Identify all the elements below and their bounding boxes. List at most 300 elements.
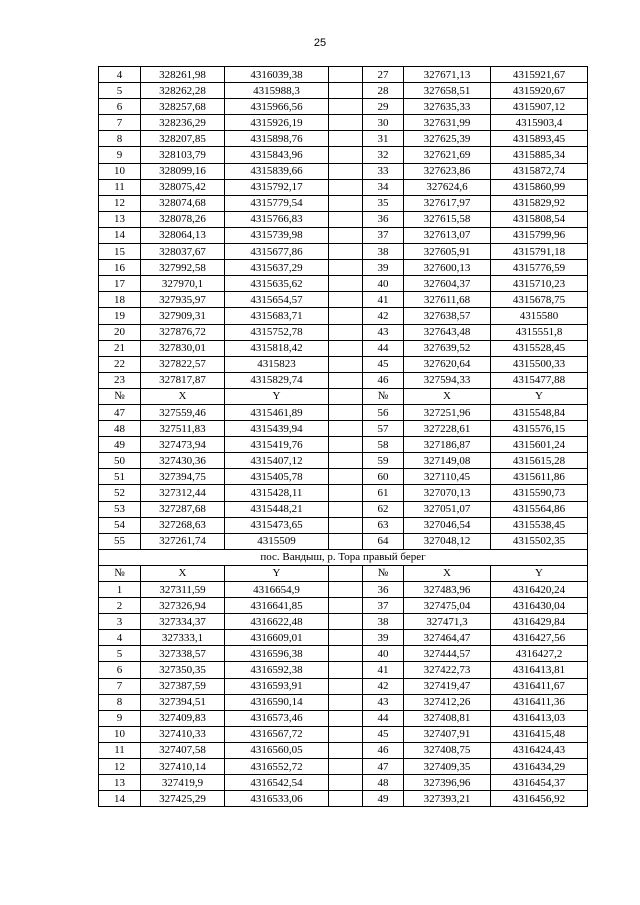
y-coordinate-cell: 4315407,12 [225,453,329,469]
y-coordinate-cell: 4315461,89 [225,404,329,420]
table-row [99,630,588,646]
y-coordinate-cell: 4315829,74 [225,372,329,388]
table-row [99,308,588,324]
point-number-cell: 43 [363,694,404,710]
x-coordinate-cell: 327333,1 [141,630,225,646]
x-coordinate-cell: 327407,91 [404,726,491,742]
y-coordinate-cell: 4315752,78 [225,324,329,340]
point-number-cell: 54 [99,517,141,533]
point-number-cell: 27 [363,67,404,83]
table-row [99,421,588,437]
point-number-cell: 5 [99,83,141,99]
y-coordinate-cell: 4315477,88 [491,372,588,388]
y-coordinate-cell: 4315500,33 [491,356,588,372]
point-number-cell: 55 [99,533,141,549]
y-coordinate-cell: 4315818,42 [225,340,329,356]
column-gap [329,469,363,485]
point-number-cell: 6 [99,99,141,115]
y-coordinate-cell: 4315428,11 [225,485,329,501]
x-coordinate-cell: 328257,68 [141,99,225,115]
point-number-cell: 3 [99,614,141,630]
table-row [99,276,588,292]
y-coordinate-cell: 4315509 [225,533,329,549]
point-number-cell: 8 [99,694,141,710]
x-coordinate-cell: 327464,47 [404,630,491,646]
point-number-cell: 11 [99,179,141,195]
x-coordinate-cell: 328261,98 [141,67,225,83]
point-number-cell: 61 [363,485,404,501]
y-coordinate-cell: 4315739,98 [225,227,329,243]
x-coordinate-cell: 327251,96 [404,404,491,420]
column-gap [329,694,363,710]
y-coordinate-cell: Y [491,565,588,581]
point-number-cell: 41 [363,292,404,308]
x-coordinate-cell: 327970,1 [141,276,225,292]
x-coordinate-cell: 327110,45 [404,469,491,485]
table-row [99,244,588,260]
point-number-cell: 46 [363,742,404,758]
point-number-cell: 4 [99,67,141,83]
table-row [99,83,588,99]
x-coordinate-cell: 327621,69 [404,147,491,163]
x-coordinate-cell: 328037,67 [141,244,225,260]
y-coordinate-cell: 4315635,62 [225,276,329,292]
point-number-cell: 14 [99,791,141,807]
point-number-cell: 37 [363,598,404,614]
x-coordinate-cell: 328236,29 [141,115,225,131]
point-number-cell: 49 [363,791,404,807]
column-gap [329,404,363,420]
table-row [99,791,588,807]
table-row [99,469,588,485]
x-coordinate-cell: 327625,39 [404,131,491,147]
point-number-cell: 58 [363,437,404,453]
column-gap [329,179,363,195]
y-coordinate-cell: 4315885,34 [491,147,588,163]
x-coordinate-cell: 327326,94 [141,598,225,614]
y-coordinate-cell: Y [225,565,329,581]
column-gap [329,388,363,404]
x-coordinate-cell: 327419,9 [141,775,225,791]
table-row [99,501,588,517]
column-gap [329,276,363,292]
y-coordinate-cell: 4316573,46 [225,710,329,726]
y-coordinate-cell: 4315823 [225,356,329,372]
table-row [99,131,588,147]
y-coordinate-cell: 4315405,78 [225,469,329,485]
column-gap [329,453,363,469]
y-coordinate-cell: 4316413,03 [491,710,588,726]
column-gap [329,501,363,517]
x-coordinate-cell: 327261,74 [141,533,225,549]
point-number-cell: 59 [363,453,404,469]
point-number-cell: 17 [99,276,141,292]
y-coordinate-cell: 4316413,81 [491,662,588,678]
y-coordinate-cell: 4315419,76 [225,437,329,453]
x-coordinate-cell: 328103,79 [141,147,225,163]
y-coordinate-cell: 4315799,96 [491,227,588,243]
x-coordinate-cell: 327992,58 [141,260,225,276]
point-number-cell: 21 [99,340,141,356]
x-coordinate-cell: 327822,57 [141,356,225,372]
table-row [99,694,588,710]
column-gap [329,646,363,662]
point-number-cell: 12 [99,195,141,211]
column-gap [329,372,363,388]
point-number-cell: 29 [363,99,404,115]
x-coordinate-cell: 327409,35 [404,759,491,775]
y-coordinate-cell: Y [491,388,588,404]
point-number-cell: 40 [363,276,404,292]
y-coordinate-cell: 4316596,38 [225,646,329,662]
table-row [99,614,588,630]
point-number-cell: 36 [363,582,404,598]
y-coordinate-cell: 4316430,04 [491,598,588,614]
point-number-cell: 32 [363,147,404,163]
y-coordinate-cell: 4316560,05 [225,742,329,758]
y-coordinate-cell: 4315528,45 [491,340,588,356]
column-gap [329,99,363,115]
x-coordinate-cell: 327408,81 [404,710,491,726]
table-row [99,163,588,179]
column-gap [329,356,363,372]
y-coordinate-cell: 4316424,43 [491,742,588,758]
x-coordinate-cell: 327334,37 [141,614,225,630]
y-coordinate-cell: 4315921,67 [491,67,588,83]
point-number-cell: 5 [99,646,141,662]
point-number-cell: 7 [99,115,141,131]
x-coordinate-cell: 328074,68 [141,195,225,211]
y-coordinate-cell: 4315611,86 [491,469,588,485]
point-number-cell: 62 [363,501,404,517]
point-number-cell: 18 [99,292,141,308]
x-coordinate-cell: 327604,37 [404,276,491,292]
x-coordinate-cell: 327046,54 [404,517,491,533]
point-number-cell: 23 [99,372,141,388]
coordinates-table [98,66,588,807]
x-coordinate-cell: 327658,51 [404,83,491,99]
y-coordinate-cell: 4315678,75 [491,292,588,308]
y-coordinate-cell: 4315473,65 [225,517,329,533]
y-coordinate-cell: 4315637,29 [225,260,329,276]
column-gap [329,308,363,324]
column-gap [329,791,363,807]
x-coordinate-cell: 327909,31 [141,308,225,324]
x-coordinate-cell: 327935,97 [141,292,225,308]
point-number-cell: 41 [363,662,404,678]
table-row [99,179,588,195]
table-row [99,533,588,549]
y-coordinate-cell: 4316552,72 [225,759,329,775]
x-coordinate-cell: 327613,07 [404,227,491,243]
y-coordinate-cell: 4315926,19 [225,115,329,131]
y-coordinate-cell: 4315872,74 [491,163,588,179]
table-row [99,646,588,662]
x-coordinate-cell: 327511,83 [141,421,225,437]
y-coordinate-cell: 4315551,8 [491,324,588,340]
point-number-cell: 50 [99,453,141,469]
column-gap [329,83,363,99]
x-coordinate-cell: 327444,57 [404,646,491,662]
point-number-cell: 13 [99,211,141,227]
y-coordinate-cell: 4315829,92 [491,195,588,211]
table-row [99,678,588,694]
table-row [99,324,588,340]
column-gap [329,115,363,131]
y-coordinate-cell: 4316420,24 [491,582,588,598]
column-gap [329,292,363,308]
y-coordinate-cell: 4315920,67 [491,83,588,99]
y-coordinate-cell: 4316593,91 [225,678,329,694]
x-coordinate-cell: 327475,04 [404,598,491,614]
y-coordinate-cell: 4315893,45 [491,131,588,147]
y-coordinate-cell: 4316427,56 [491,630,588,646]
y-coordinate-cell: 4315808,54 [491,211,588,227]
y-coordinate-cell: 4315860,99 [491,179,588,195]
column-gap [329,195,363,211]
x-coordinate-cell: 327473,94 [141,437,225,453]
point-number-cell: 39 [363,260,404,276]
y-coordinate-cell: 4316411,67 [491,678,588,694]
x-coordinate-cell: 327387,59 [141,678,225,694]
x-coordinate-cell: 327410,14 [141,759,225,775]
point-number-cell: 30 [363,115,404,131]
y-coordinate-cell: 4315502,35 [491,533,588,549]
table-row [99,115,588,131]
point-number-cell: 31 [363,131,404,147]
x-coordinate-cell: 327623,86 [404,163,491,179]
point-number-cell: 7 [99,678,141,694]
y-coordinate-cell: 4316039,38 [225,67,329,83]
table-row [99,147,588,163]
column-gap [329,582,363,598]
column-gap [329,211,363,227]
point-number-cell: 39 [363,630,404,646]
point-number-cell: 4 [99,630,141,646]
x-coordinate-cell: 327471,3 [404,614,491,630]
y-coordinate-cell: 4316567,72 [225,726,329,742]
x-coordinate-cell: 328262,28 [141,83,225,99]
point-number-cell: 9 [99,147,141,163]
x-coordinate-cell: 327394,51 [141,694,225,710]
table-row [99,759,588,775]
column-gap [329,614,363,630]
y-coordinate-cell: 4315898,76 [225,131,329,147]
y-coordinate-cell: 4315843,96 [225,147,329,163]
point-number-cell: № [99,565,141,581]
point-number-cell: № [363,565,404,581]
x-coordinate-cell: 328099,16 [141,163,225,179]
y-coordinate-cell: 4316622,48 [225,614,329,630]
point-number-cell: 33 [363,163,404,179]
y-coordinate-cell: Y [225,388,329,404]
y-coordinate-cell: 4315966,56 [225,99,329,115]
point-number-cell: 40 [363,646,404,662]
y-coordinate-cell: 4316454,37 [491,775,588,791]
point-number-cell: № [99,388,141,404]
x-coordinate-cell: 327412,26 [404,694,491,710]
column-gap [329,437,363,453]
point-number-cell: 28 [363,83,404,99]
y-coordinate-cell: 4316542,54 [225,775,329,791]
x-coordinate-cell: 327338,57 [141,646,225,662]
point-number-cell: 53 [99,501,141,517]
x-coordinate-cell: 327600,13 [404,260,491,276]
x-coordinate-cell: 327425,29 [141,791,225,807]
point-number-cell: 38 [363,244,404,260]
column-gap [329,565,363,581]
column-gap [329,324,363,340]
x-coordinate-cell: 327483,96 [404,582,491,598]
table-row [99,453,588,469]
column-gap [329,163,363,179]
point-number-cell: 44 [363,340,404,356]
y-coordinate-cell: 4316654,9 [225,582,329,598]
y-coordinate-cell: 4315839,66 [225,163,329,179]
y-coordinate-cell: 4315601,24 [491,437,588,453]
y-coordinate-cell: 4315779,54 [225,195,329,211]
table-row [99,437,588,453]
x-coordinate-cell: 327419,47 [404,678,491,694]
x-coordinate-cell: 328064,13 [141,227,225,243]
table-row [99,662,588,678]
x-coordinate-cell: 327287,68 [141,501,225,517]
point-number-cell: 42 [363,308,404,324]
point-number-cell: 13 [99,775,141,791]
x-coordinate-cell: 327149,08 [404,453,491,469]
point-number-cell: 64 [363,533,404,549]
table-row [99,227,588,243]
y-coordinate-cell: 4315903,4 [491,115,588,131]
point-number-cell: 1 [99,582,141,598]
point-number-cell: 22 [99,356,141,372]
column-gap [329,662,363,678]
table-row [99,485,588,501]
point-number-cell: 52 [99,485,141,501]
column-gap [329,759,363,775]
point-number-cell: 42 [363,678,404,694]
y-coordinate-cell: 4316609,01 [225,630,329,646]
point-number-cell: № [363,388,404,404]
column-gap [329,726,363,742]
table-row [99,710,588,726]
x-coordinate-cell: 327643,48 [404,324,491,340]
y-coordinate-cell: 4315548,84 [491,404,588,420]
column-gap [329,340,363,356]
point-number-cell: 57 [363,421,404,437]
column-gap [329,421,363,437]
point-number-cell: 10 [99,163,141,179]
point-number-cell: 19 [99,308,141,324]
point-number-cell: 9 [99,710,141,726]
y-coordinate-cell: 4315615,28 [491,453,588,469]
x-coordinate-cell: 327830,01 [141,340,225,356]
x-coordinate-cell: 327407,58 [141,742,225,758]
section-caption: пос. Вандыш, р. Тора правый берег [99,549,588,565]
table-row [99,517,588,533]
table-row [99,598,588,614]
y-coordinate-cell: 4316411,36 [491,694,588,710]
table-row [99,726,588,742]
y-coordinate-cell: 4315988,3 [225,83,329,99]
table-row [99,292,588,308]
x-coordinate-cell: X [404,388,491,404]
point-number-cell: 51 [99,469,141,485]
x-coordinate-cell: 327430,36 [141,453,225,469]
x-coordinate-cell: 327638,57 [404,308,491,324]
column-gap [329,533,363,549]
x-coordinate-cell: 327617,97 [404,195,491,211]
column-gap [329,517,363,533]
x-coordinate-cell: 327394,75 [141,469,225,485]
x-coordinate-cell: 327639,52 [404,340,491,356]
point-number-cell: 10 [99,726,141,742]
table-row [99,67,588,83]
y-coordinate-cell: 4316415,48 [491,726,588,742]
point-number-cell: 49 [99,437,141,453]
column-gap [329,775,363,791]
table-row [99,99,588,115]
column-gap [329,260,363,276]
x-coordinate-cell: 327876,72 [141,324,225,340]
x-coordinate-cell: 327312,44 [141,485,225,501]
point-number-cell: 35 [363,195,404,211]
y-coordinate-cell: 4315766,83 [225,211,329,227]
table-row [99,404,588,420]
point-number-cell: 45 [363,726,404,742]
y-coordinate-cell: 4316592,38 [225,662,329,678]
column-gap [329,710,363,726]
table-header-row [99,388,588,404]
y-coordinate-cell: 4315907,12 [491,99,588,115]
column-gap [329,131,363,147]
x-coordinate-cell: 327048,12 [404,533,491,549]
y-coordinate-cell: 4315538,45 [491,517,588,533]
x-coordinate-cell: 328207,85 [141,131,225,147]
x-coordinate-cell: 327186,87 [404,437,491,453]
column-gap [329,678,363,694]
column-gap [329,244,363,260]
point-number-cell: 56 [363,404,404,420]
point-number-cell: 16 [99,260,141,276]
x-coordinate-cell: 327422,73 [404,662,491,678]
table-row [99,742,588,758]
point-number-cell: 63 [363,517,404,533]
table-row [99,582,588,598]
table-row [99,260,588,276]
y-coordinate-cell: 4315776,59 [491,260,588,276]
x-coordinate-cell: 327620,64 [404,356,491,372]
y-coordinate-cell: 4315654,57 [225,292,329,308]
point-number-cell: 15 [99,244,141,260]
table-row [99,372,588,388]
point-number-cell: 36 [363,211,404,227]
x-coordinate-cell: 328078,26 [141,211,225,227]
point-number-cell: 34 [363,179,404,195]
table-row [99,340,588,356]
point-number-cell: 60 [363,469,404,485]
point-number-cell: 38 [363,614,404,630]
y-coordinate-cell: 4315791,18 [491,244,588,260]
y-coordinate-cell: 4315580 [491,308,588,324]
x-coordinate-cell: 327817,87 [141,372,225,388]
x-coordinate-cell: X [141,565,225,581]
x-coordinate-cell: 327605,91 [404,244,491,260]
point-number-cell: 11 [99,742,141,758]
x-coordinate-cell: 327559,46 [141,404,225,420]
table-row [99,195,588,211]
column-gap [329,147,363,163]
